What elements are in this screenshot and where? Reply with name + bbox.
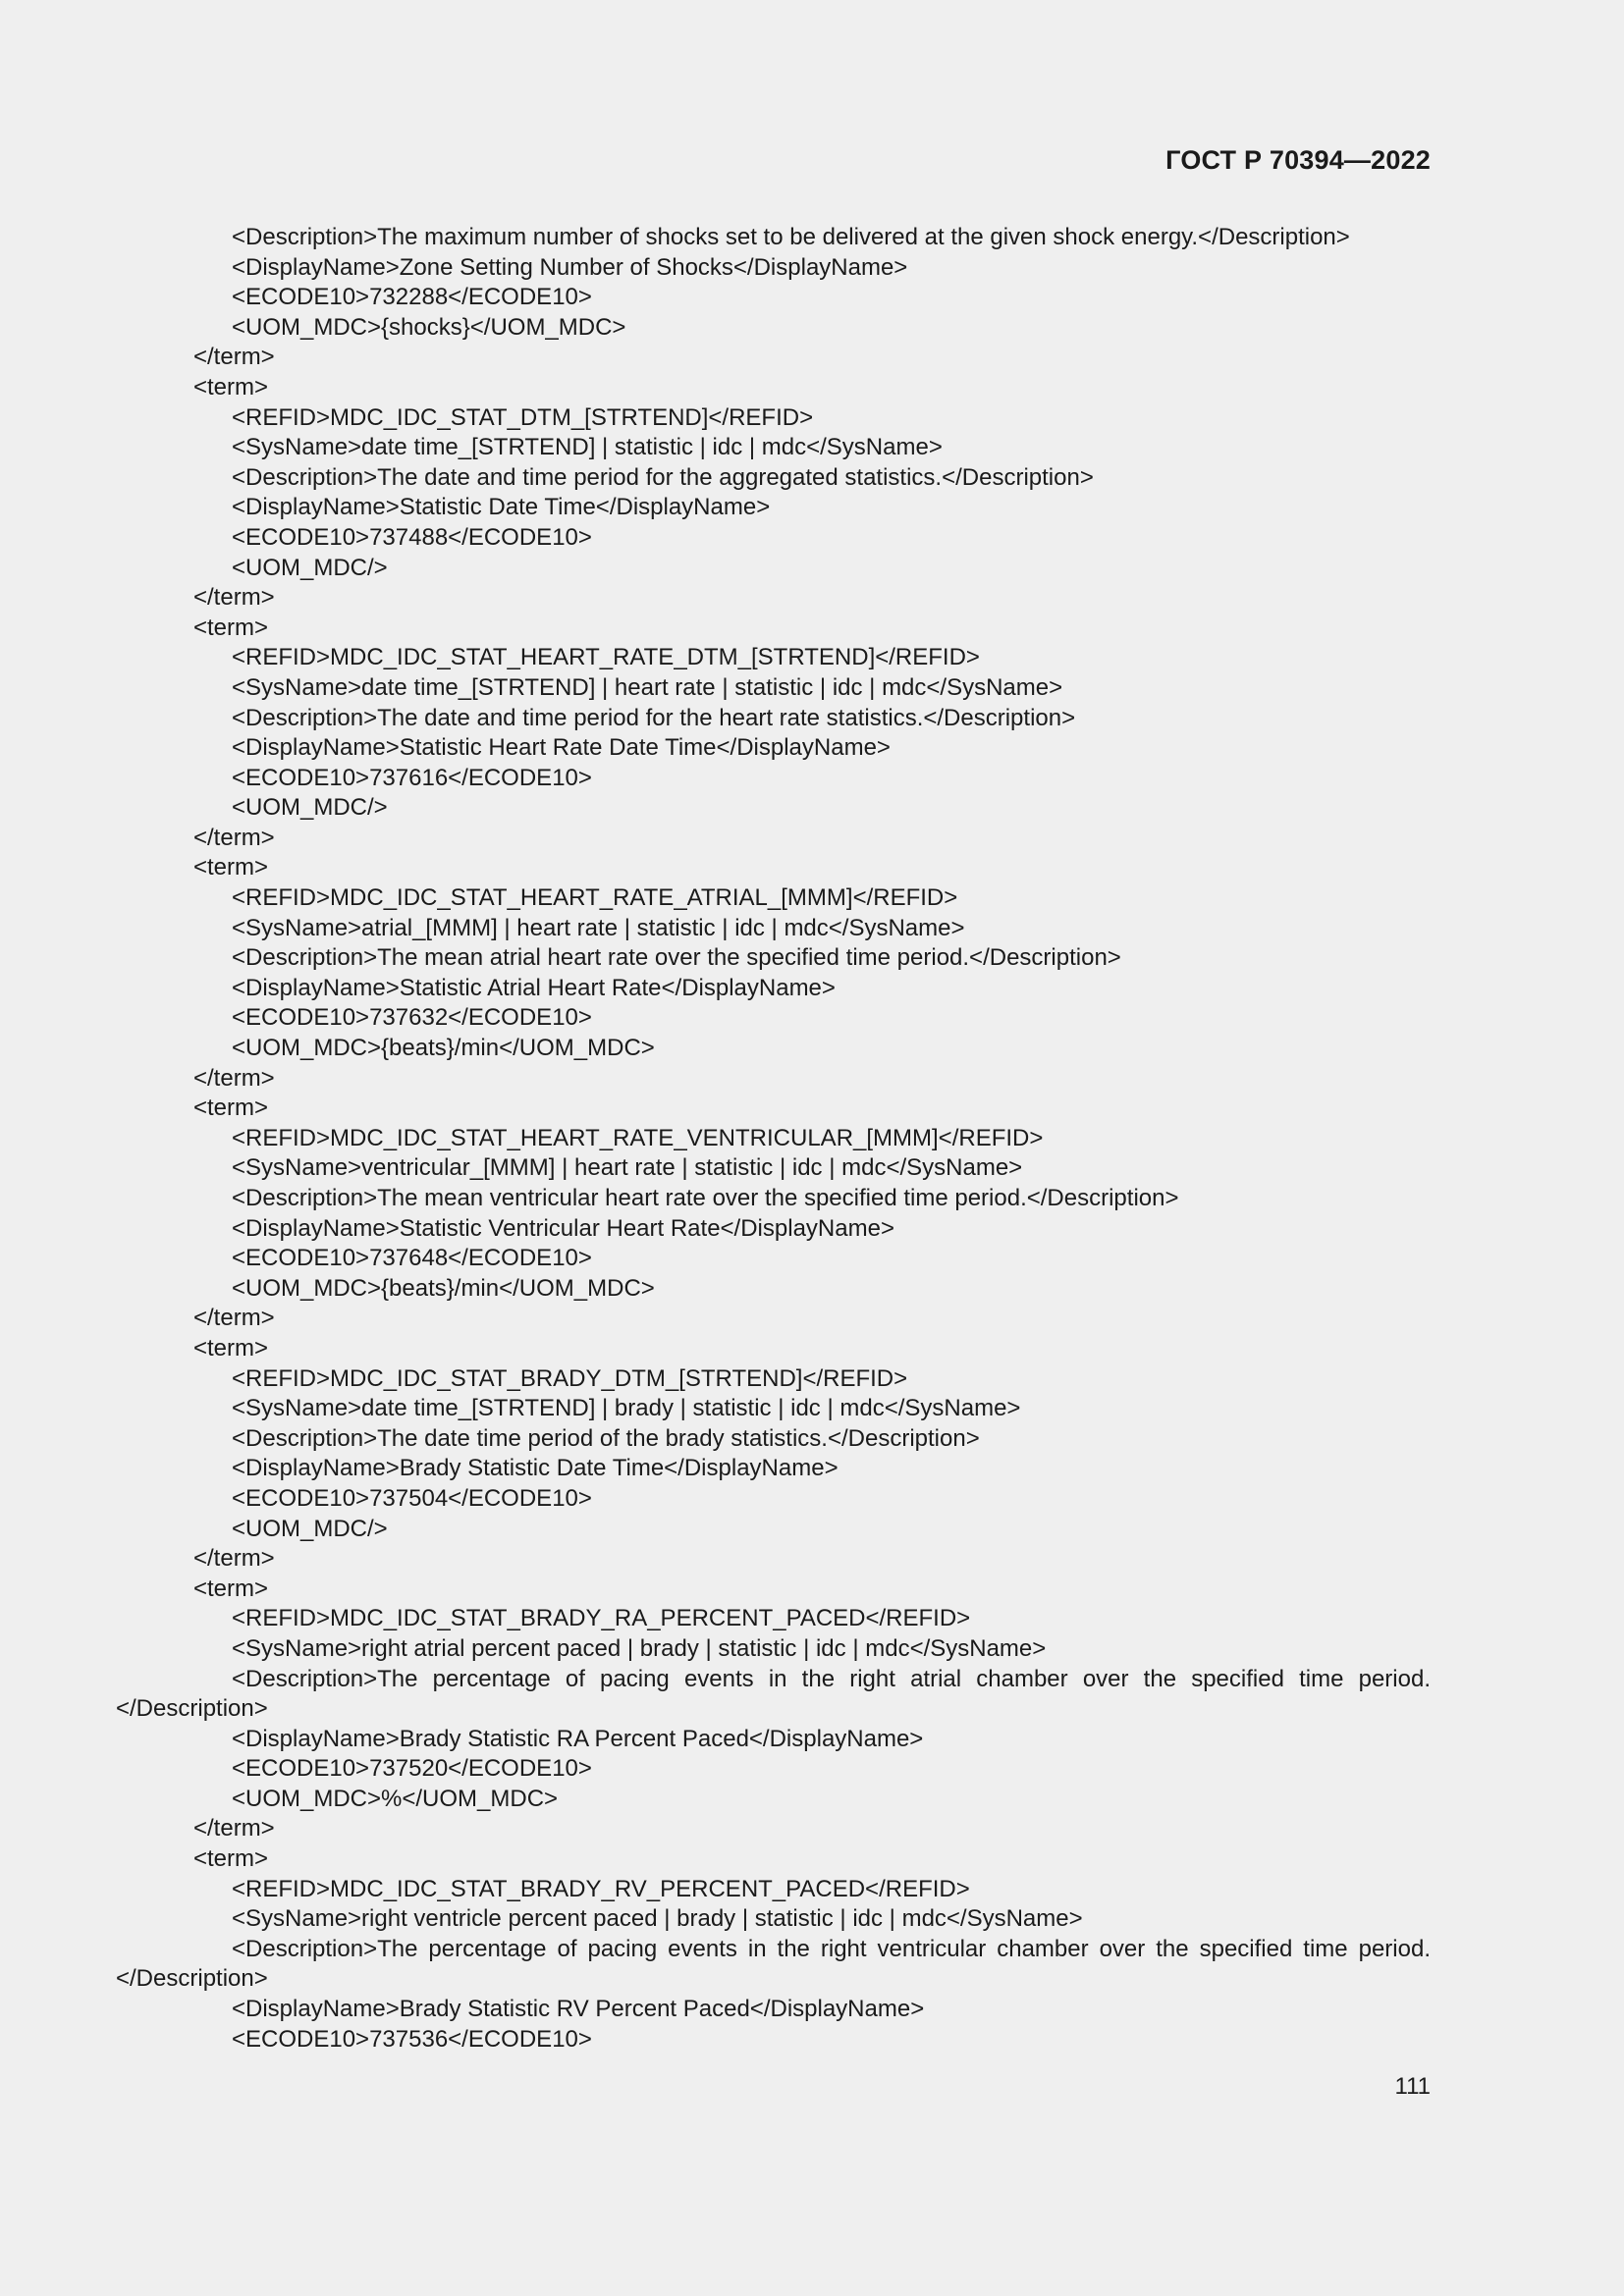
xml-line: <UOM_MDC>{beats}/min</UOM_MDC> <box>232 1274 655 1302</box>
xml-line: <UOM_MDC/> <box>232 1515 388 1542</box>
xml-line: <DisplayName>Brady Statistic Date Time</DisplayName> <box>232 1455 839 1482</box>
xml-line: </term> <box>193 1305 275 1332</box>
xml-line: <DisplayName>Statistic Ventricular Heart Rate</DisplayName> <box>232 1214 894 1242</box>
xml-line: <Description>The date time period of the brady statistics.</Description> <box>232 1424 980 1452</box>
xml-wrapped-line: <Description>The percentage of pacing events in the right atrial chamber over the specified time period.</Description> <box>116 1665 1431 1723</box>
page-number: 111 <box>1394 2073 1431 2100</box>
xml-line: <UOM_MDC/> <box>232 794 388 822</box>
xml-line: <REFID>MDC_IDC_STAT_BRADY_DTM_[STRTEND]</REFID> <box>232 1364 908 1392</box>
xml-line: </term> <box>193 1815 275 1842</box>
xml-line: <SysName>date time_[STRTEND] | statistic | idc | mdc</SysName> <box>232 434 943 461</box>
xml-line: <term> <box>193 1095 269 1122</box>
xml-line: <ECODE10>737632</ECODE10> <box>232 1004 592 1032</box>
xml-line: <DisplayName>Statistic Heart Rate Date Time</DisplayName> <box>232 734 891 762</box>
xml-line: <term> <box>193 614 269 641</box>
document-id-header: ГОСТ Р 70394—2022 <box>1165 145 1431 175</box>
xml-listing <box>116 223 1431 2055</box>
xml-line: <ECODE10>737504</ECODE10> <box>232 1484 592 1512</box>
xml-line: <SysName>ventricular_[MMM] | heart rate | statistic | idc | mdc</SysName> <box>232 1154 1023 1182</box>
xml-line: <DisplayName>Zone Setting Number of Shocks</DisplayName> <box>232 253 908 281</box>
xml-line: </term> <box>193 824 275 851</box>
xml-line: <REFID>MDC_IDC_STAT_HEART_RATE_VENTRICULAR_[MMM]</REFID> <box>232 1124 1044 1151</box>
xml-line: <ECODE10>737648</ECODE10> <box>232 1245 592 1272</box>
xml-line: </term> <box>193 584 275 612</box>
xml-line: <DisplayName>Statistic Atrial Heart Rate</DisplayName> <box>232 974 836 1001</box>
xml-line: <SysName>date time_[STRTEND] | brady | statistic | idc | mdc</SysName> <box>232 1395 1021 1422</box>
xml-line: <REFID>MDC_IDC_STAT_HEART_RATE_ATRIAL_[MMM]</REFID> <box>232 884 958 912</box>
xml-line: </term> <box>193 344 275 371</box>
xml-line: <ECODE10>737488</ECODE10> <box>232 523 592 551</box>
xml-line: <ECODE10>737520</ECODE10> <box>232 1755 592 1783</box>
xml-line: <term> <box>193 1845 269 1873</box>
xml-line: <Description>The date and time period for the aggregated statistics.</Description> <box>232 463 1094 491</box>
xml-line: <UOM_MDC/> <box>232 554 388 581</box>
xml-line: <Description>The mean ventricular heart rate over the specified time period.</Description> <box>232 1185 1179 1211</box>
xml-line: <term> <box>193 1575 269 1602</box>
xml-line: <DisplayName>Statistic Date Time</DisplayName> <box>232 494 771 521</box>
xml-line: <Description>The maximum number of shocks set to be delivered at the given shock energy.</Description> <box>232 224 1350 250</box>
xml-line: <SysName>right atrial percent paced | brady | statistic | idc | mdc</SysName> <box>232 1634 1047 1662</box>
xml-line: <Description>The date and time period for the heart rate statistics.</Description> <box>232 704 1076 731</box>
xml-line: <REFID>MDC_IDC_STAT_DTM_[STRTEND]</REFID> <box>232 403 814 431</box>
xml-line: <term> <box>193 373 269 400</box>
xml-line: <REFID>MDC_IDC_STAT_BRADY_RA_PERCENT_PACED</REFID> <box>232 1605 971 1632</box>
xml-line: <Description>The mean atrial heart rate over the specified time period.</Description> <box>232 944 1121 972</box>
xml-line: <ECODE10>737536</ECODE10> <box>232 2025 592 2053</box>
xml-line: <SysName>right ventricle percent paced | brady | statistic | idc | mdc</SysName> <box>232 1905 1083 1933</box>
xml-line: <term> <box>193 854 269 881</box>
xml-line: <DisplayName>Brady Statistic RA Percent Paced</DisplayName> <box>232 1725 924 1752</box>
xml-line: <REFID>MDC_IDC_STAT_BRADY_RV_PERCENT_PACED</REFID> <box>232 1875 970 1902</box>
xml-line: <UOM_MDC>{shocks}</UOM_MDC> <box>232 313 626 341</box>
xml-line: <ECODE10>732288</ECODE10> <box>232 284 592 311</box>
xml-line: <ECODE10>737616</ECODE10> <box>232 764 592 791</box>
xml-line: <UOM_MDC>{beats}/min</UOM_MDC> <box>232 1035 655 1062</box>
xml-line: <SysName>atrial_[MMM] | heart rate | statistic | idc | mdc</SysName> <box>232 914 965 941</box>
xml-line: </term> <box>193 1064 275 1092</box>
xml-line: <REFID>MDC_IDC_STAT_HEART_RATE_DTM_[STRTEND]</REFID> <box>232 644 980 671</box>
xml-line: <UOM_MDC>%</UOM_MDC> <box>232 1785 559 1812</box>
xml-wrapped-line: <Description>The percentage of pacing events in the right ventricular chamber over the specified time period.</Description> <box>116 1935 1431 1993</box>
xml-line: <SysName>date time_[STRTEND] | heart rate | statistic | idc | mdc</SysName> <box>232 673 1063 701</box>
xml-line: <term> <box>193 1334 269 1362</box>
xml-line: </term> <box>193 1545 275 1573</box>
xml-line: <DisplayName>Brady Statistic RV Percent Paced</DisplayName> <box>232 1996 925 2023</box>
